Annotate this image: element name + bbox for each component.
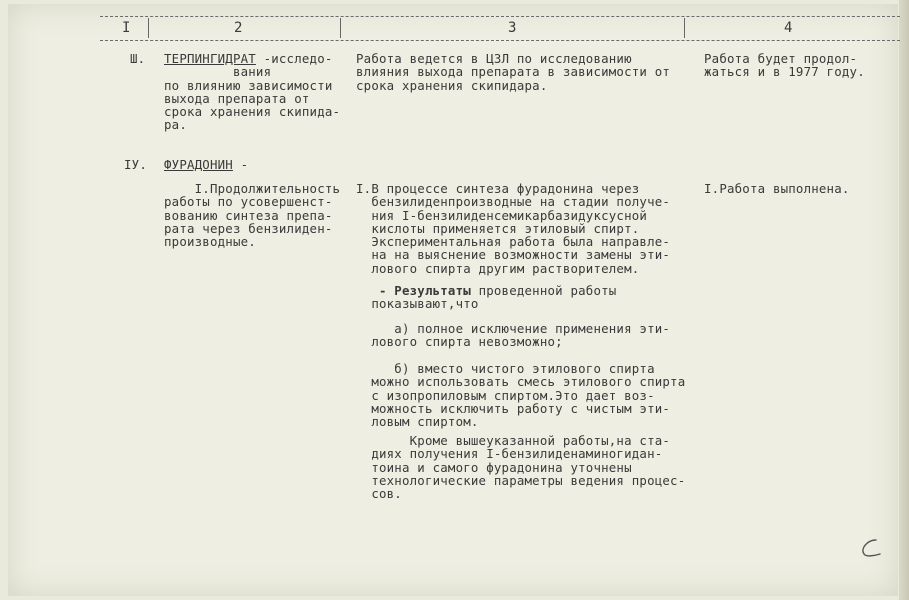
section-3-task-text: -исследо- вания по влиянию зависимости выхода препарата от срока хранения скипида- ра. [164, 51, 341, 133]
section-4-work-p2: - Результаты проведенной работы показывают,что [356, 283, 617, 312]
header-col-3: 3 [508, 20, 518, 36]
header-col-2: 2 [234, 20, 244, 36]
section-4-work-p3: а) полное исключение применения эти- лового спирта невозможно; [371, 321, 671, 350]
section-4-work-p4: б) вместо чистого этилового спирта можно использовать смесь этилового спирта с изопропиловым спиртом.Это дает воз- можность исключить работу с чистым эти- ловым спиртом. [371, 361, 686, 430]
header-col-1: I [122, 20, 132, 36]
section-4-title: ФУРАДОНИН [164, 157, 233, 172]
section-3-result: Работа будет продол- жаться и в 1977 году. [704, 51, 865, 80]
section-3-work: Работа ведется в ЦЗЛ по исследованию влияния выхода препарата в зависимости от срока хранения скипидара. [356, 51, 671, 93]
section-3-task [164, 52, 340, 132]
header-bottom-line [100, 40, 900, 41]
section-4-task: I.Продолжительность работы по усовершенст- вованию синтеза препа- рата через бензилиден- производные. [164, 181, 341, 250]
section-4-heading: ФУРАДОНИН - [164, 157, 249, 172]
section-3-title: ТЕРПИНГИДРАТ [164, 51, 256, 66]
section-3-number: Ш. [130, 51, 146, 66]
section-4-work-p1: I.В процессе синтеза фурадонина через бензилиденпроизводные на стадии получе- ния I-бензилиденсемикарбазидуксусной кислоты применяется этиловый спирт. Экспериментальная работа была направле- на на выяснение возможности замены эти- лового спирта другим растворителем. [356, 181, 671, 276]
header-top-line [100, 16, 900, 17]
section-4-result: I.Работа выполнена. [704, 181, 850, 196]
page-edge [899, 0, 909, 600]
column-separator [340, 18, 341, 38]
column-separator [148, 18, 149, 38]
pen-mark [854, 536, 884, 560]
section-4-work-p5: Кроме вышеуказанной работы,на ста- диях получения I-бензилиденаминогидан- тоина и самого фурадонина уточнены технологические параметры ведения процес- сов. [371, 433, 686, 502]
section-4-number: IУ. [124, 157, 147, 172]
column-separator [684, 18, 685, 38]
header-col-4: 4 [784, 20, 794, 36]
